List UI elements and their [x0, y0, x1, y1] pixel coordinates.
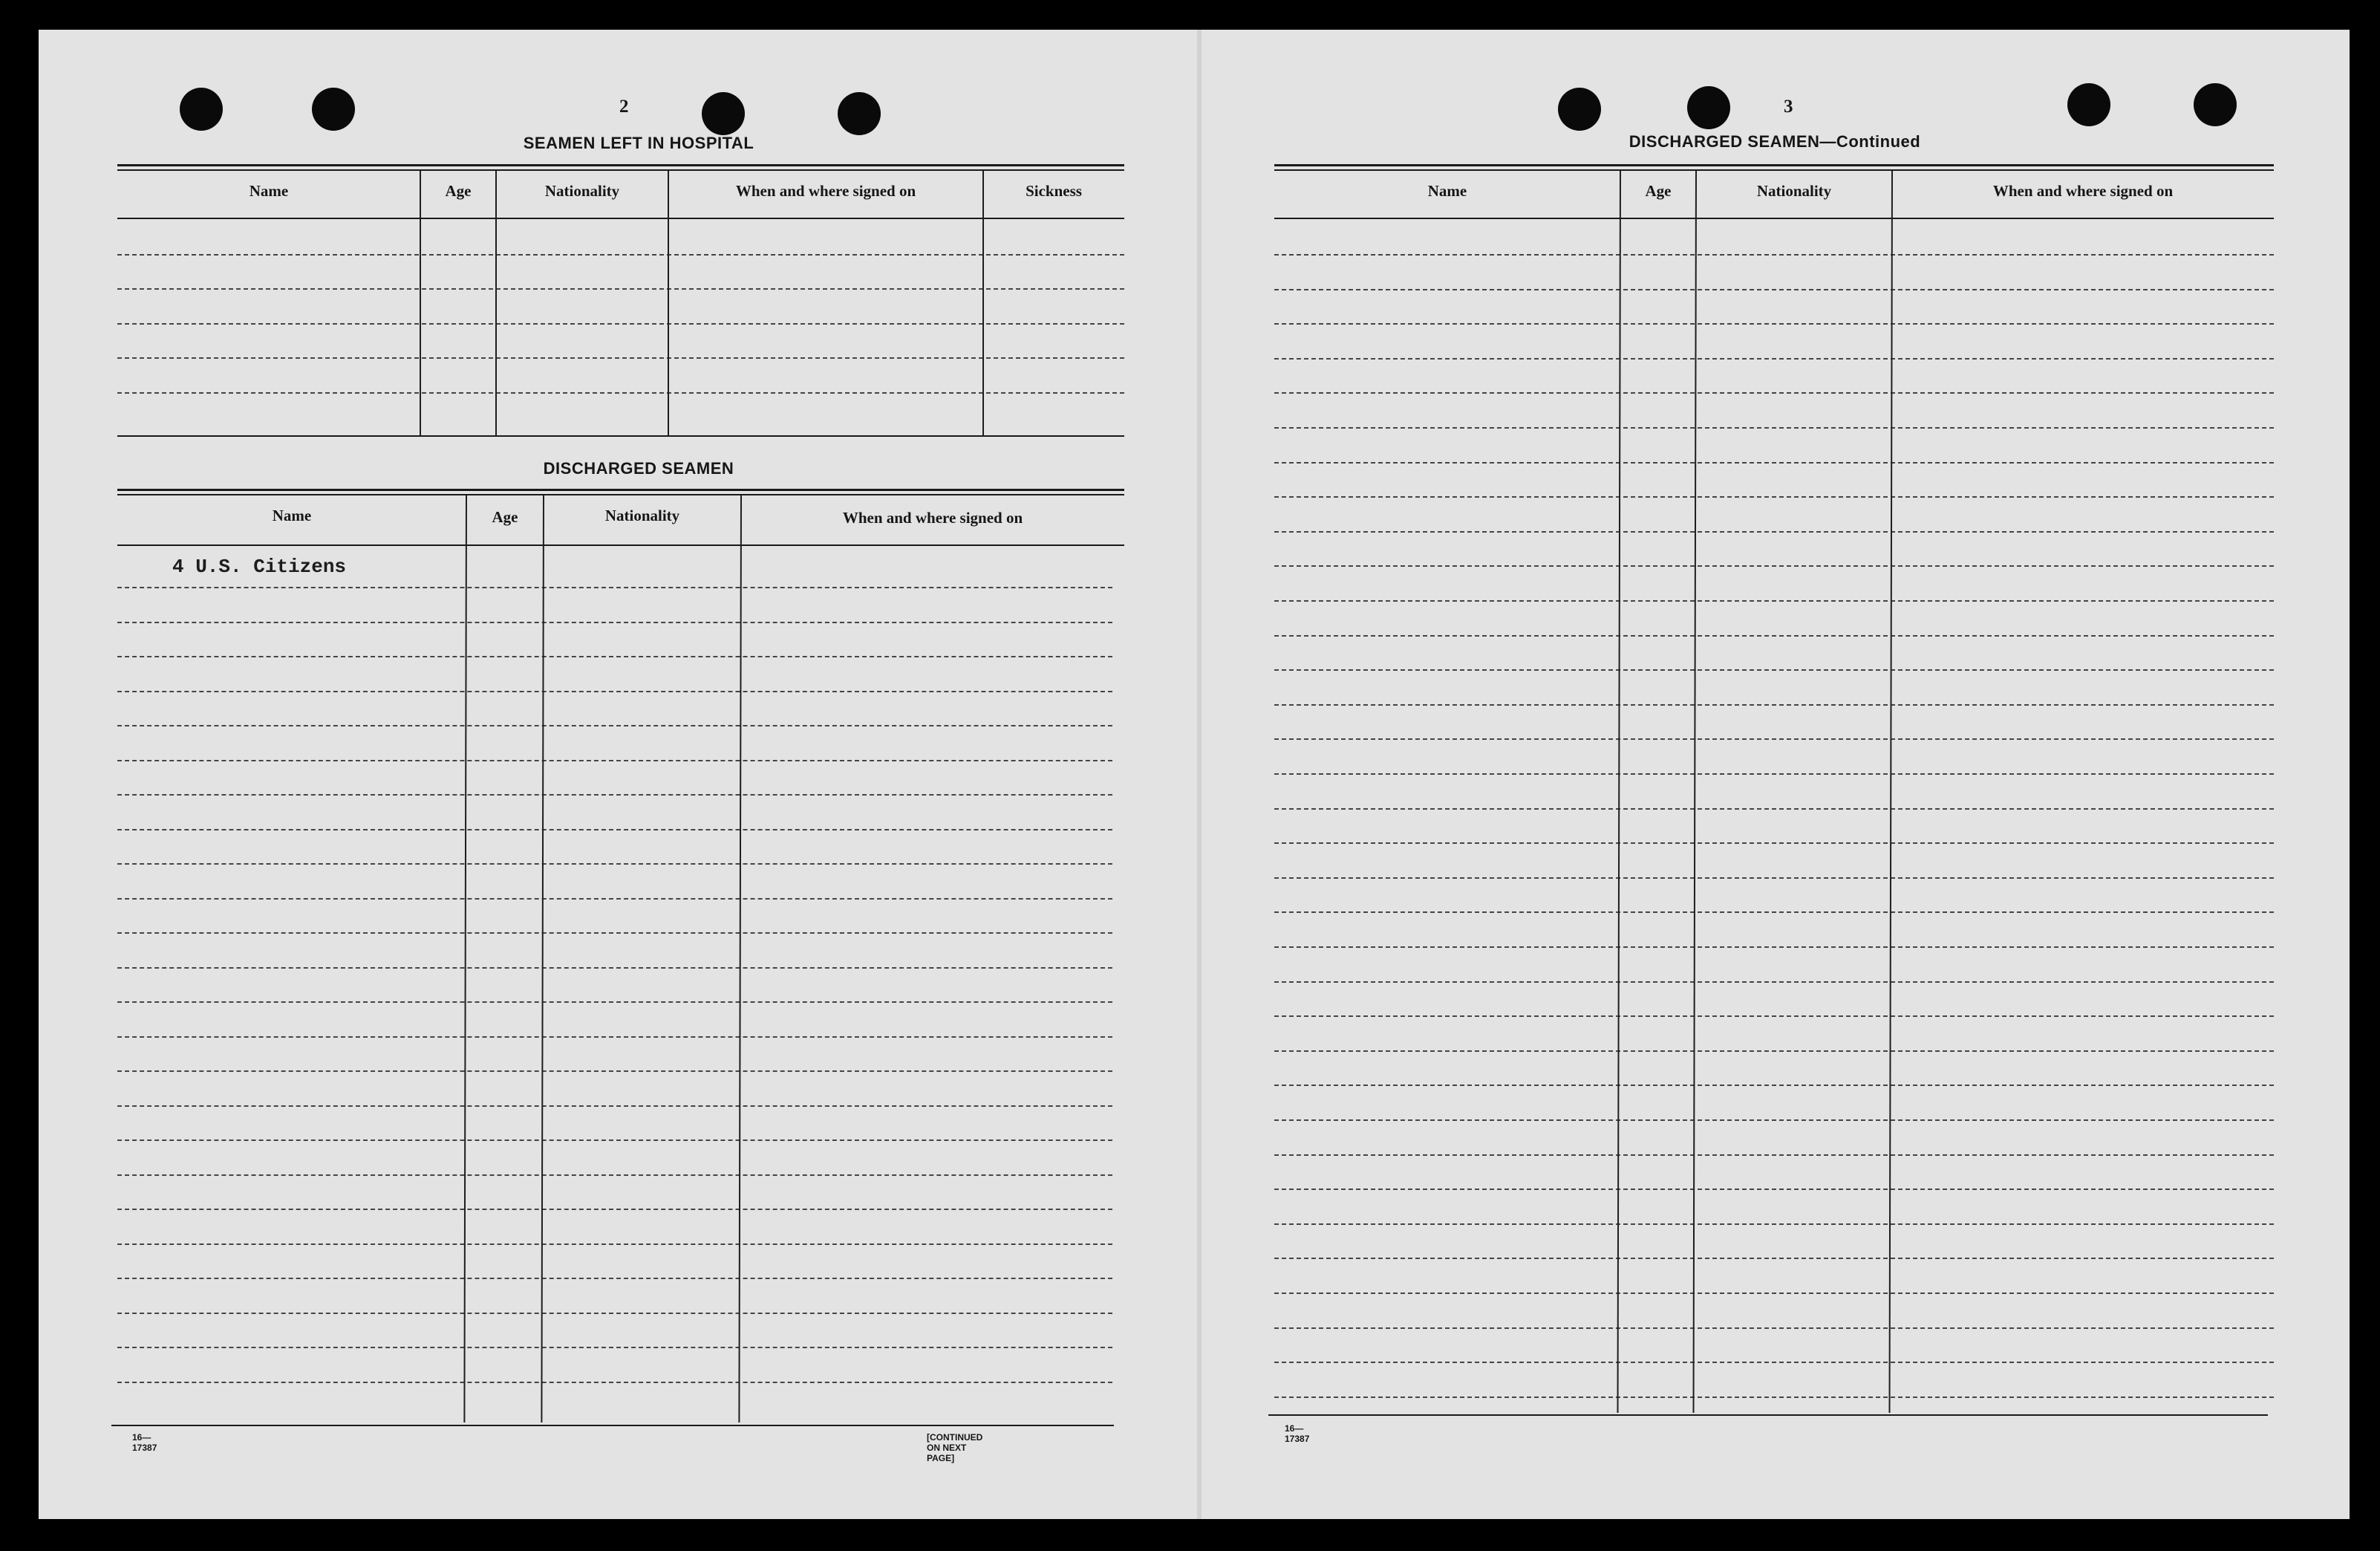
row-line	[1274, 1292, 2274, 1294]
row-line	[1274, 289, 2274, 290]
row-line	[1274, 254, 2274, 256]
column-header: When and where signed on	[842, 509, 1023, 527]
table-rule	[1274, 164, 2274, 166]
row-line	[117, 1382, 1112, 1383]
continued-note: [CONTINUED ON NEXT PAGE]	[927, 1432, 983, 1463]
row-line	[1274, 704, 2274, 706]
header-rule	[117, 544, 1124, 546]
page-number: 2	[619, 97, 629, 117]
punch-hole	[180, 88, 223, 131]
column-divider	[668, 171, 669, 435]
punch-hole	[1687, 86, 1730, 129]
row-line	[1274, 1223, 2274, 1225]
row-line	[117, 1036, 1112, 1038]
column-header: Name	[249, 182, 289, 200]
column-divider	[495, 171, 497, 435]
row-line	[117, 254, 1124, 256]
table-rule	[117, 494, 1124, 495]
row-line	[117, 932, 1112, 934]
row-line	[1274, 1154, 2274, 1156]
center-fold	[1197, 30, 1202, 1519]
punch-hole	[312, 88, 355, 131]
row-line	[1274, 392, 2274, 394]
row-line	[117, 967, 1112, 969]
row-line	[117, 760, 1112, 761]
row-line	[1274, 911, 2274, 913]
row-line	[1274, 981, 2274, 983]
row-line	[1274, 1015, 2274, 1017]
table-rule	[1268, 1414, 2268, 1416]
row-line	[117, 725, 1112, 726]
header-rule	[1274, 218, 2274, 219]
punch-hole	[702, 92, 745, 135]
row-line	[117, 323, 1124, 325]
column-header: Age	[1645, 182, 1672, 200]
row-line	[117, 1278, 1112, 1279]
row-line	[1274, 531, 2274, 533]
row-line	[117, 622, 1112, 623]
row-line	[1274, 738, 2274, 740]
punch-hole	[2067, 83, 2110, 126]
page-number: 3	[1784, 97, 1793, 117]
column-header: Nationality	[604, 507, 680, 524]
table-rule	[117, 489, 1124, 491]
hospital-section-title: SEAMEN LEFT IN HOSPITAL	[523, 134, 754, 152]
row-line	[1274, 1327, 2274, 1329]
row-line	[117, 1105, 1112, 1107]
table-rule	[117, 169, 1124, 171]
header-rule	[117, 218, 1124, 219]
row-line	[1274, 946, 2274, 948]
row-line	[1274, 877, 2274, 879]
column-header: Name	[1427, 182, 1467, 200]
column-header: When and where signed on	[735, 182, 916, 200]
row-line	[117, 1139, 1112, 1141]
row-line	[1274, 1050, 2274, 1052]
row-line	[1274, 1189, 2274, 1190]
row-line	[1274, 565, 2274, 567]
column-header: Sickness	[1026, 182, 1082, 200]
handwritten-entry: 4 U.S. Citizens	[172, 556, 347, 578]
row-line	[1274, 808, 2274, 810]
row-line	[1274, 1362, 2274, 1363]
discharged-section-title: DISCHARGED SEAMEN	[543, 459, 734, 478]
column-divider	[420, 171, 421, 435]
row-line	[1274, 1396, 2274, 1398]
column-header: Age	[492, 508, 518, 526]
table-rule	[117, 164, 1124, 166]
table-rule	[117, 435, 1124, 437]
row-line	[117, 587, 1112, 588]
row-line	[1274, 1258, 2274, 1259]
row-line	[117, 392, 1124, 394]
row-line	[117, 1070, 1112, 1072]
row-line	[117, 794, 1112, 796]
table-rule	[111, 1425, 1114, 1426]
row-line	[1274, 842, 2274, 844]
row-line	[117, 691, 1112, 692]
row-line	[117, 288, 1124, 290]
row-line	[1274, 1119, 2274, 1121]
row-line	[1274, 496, 2274, 498]
row-line	[1274, 600, 2274, 602]
column-header: Age	[445, 182, 472, 200]
row-line	[1274, 427, 2274, 429]
row-line	[1274, 358, 2274, 360]
row-line	[1274, 462, 2274, 464]
row-line	[1274, 323, 2274, 325]
row-line	[117, 357, 1124, 359]
row-line	[117, 829, 1112, 830]
discharged-continued-title: DISCHARGED SEAMEN—Continued	[1628, 132, 1921, 151]
row-line	[117, 1243, 1112, 1245]
row-line	[117, 898, 1112, 900]
row-line	[117, 863, 1112, 865]
row-line	[1274, 773, 2274, 775]
row-line	[117, 1347, 1112, 1348]
row-line	[1274, 1085, 2274, 1086]
row-line	[1274, 635, 2274, 637]
column-header: Name	[272, 507, 312, 524]
form-number: 16—17387	[1285, 1423, 1310, 1444]
punch-hole	[1558, 88, 1601, 131]
column-header: When and where signed on	[1992, 182, 2174, 200]
row-line	[117, 1001, 1112, 1003]
row-line	[117, 1313, 1112, 1314]
row-line	[117, 1174, 1112, 1176]
column-header: Nationality	[544, 182, 620, 200]
row-line	[117, 1209, 1112, 1210]
punch-hole	[2194, 83, 2237, 126]
row-line	[117, 656, 1112, 657]
row-line	[1274, 669, 2274, 671]
column-header: Nationality	[1756, 182, 1832, 200]
punch-hole	[838, 92, 881, 135]
table-rule	[1274, 169, 2274, 171]
column-divider	[982, 171, 984, 435]
form-number: 16—17387	[132, 1432, 157, 1453]
